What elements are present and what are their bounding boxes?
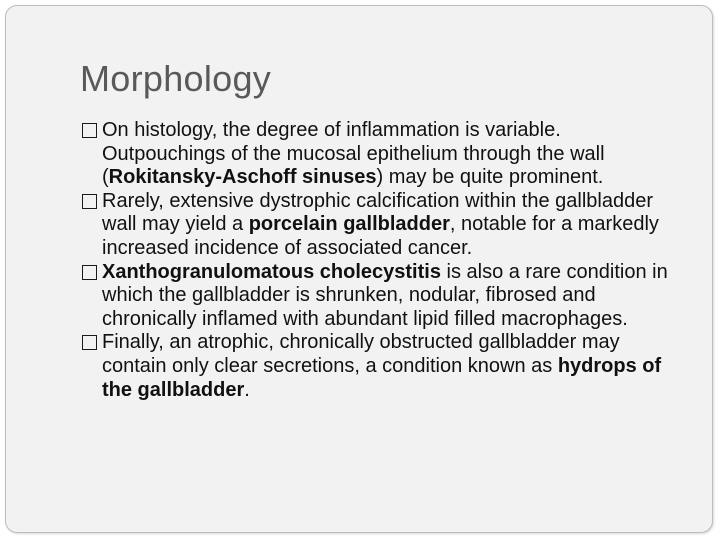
bullet-text: , notable for a markedly increased incidence of associated cancer. bbox=[102, 213, 659, 259]
bold-term: porcelain gallbladder bbox=[248, 213, 450, 236]
bullet-item-xanthogranulomatous bbox=[82, 261, 682, 332]
square-bullet-icon bbox=[82, 194, 97, 209]
bullet-item-histology bbox=[82, 119, 682, 190]
slide-title: Morphology bbox=[80, 58, 272, 99]
bold-term: Rokitansky-Aschoff sinuses bbox=[108, 166, 377, 189]
bullet-text: Finally, an atrophic, chronically obstructed gallbladder may contain only clear secretions, a condition known as bbox=[102, 331, 620, 377]
bullet-text: Rarely, extensive dystrophic calcification within the gallbladder wall may yield a bbox=[102, 189, 654, 236]
bold-term: Xanthogranulomatous cholecystitis bbox=[102, 260, 441, 283]
bold-term: hydrops of the gallbladder bbox=[102, 354, 662, 401]
bullet-text: ) may be quite prominent. bbox=[376, 166, 604, 189]
square-bullet-icon bbox=[82, 335, 97, 350]
bullet-item-hydrops bbox=[82, 331, 682, 402]
bullet-text: . bbox=[244, 378, 250, 401]
bullet-text: is also a rare condition in which the gallbladder is shrunken, nodular, fibrosed and chronically inflamed with abundant lipid filled macrophages. bbox=[102, 260, 668, 330]
bullet-text: On histology, the degree of inflammation is variable. Outpouchings of the mucosal epithelium through the wall ( bbox=[102, 119, 605, 189]
bullet-item-porcelain bbox=[82, 190, 682, 261]
bullet-list bbox=[82, 119, 682, 402]
square-bullet-icon bbox=[82, 265, 97, 280]
square-bullet-icon bbox=[82, 123, 97, 138]
